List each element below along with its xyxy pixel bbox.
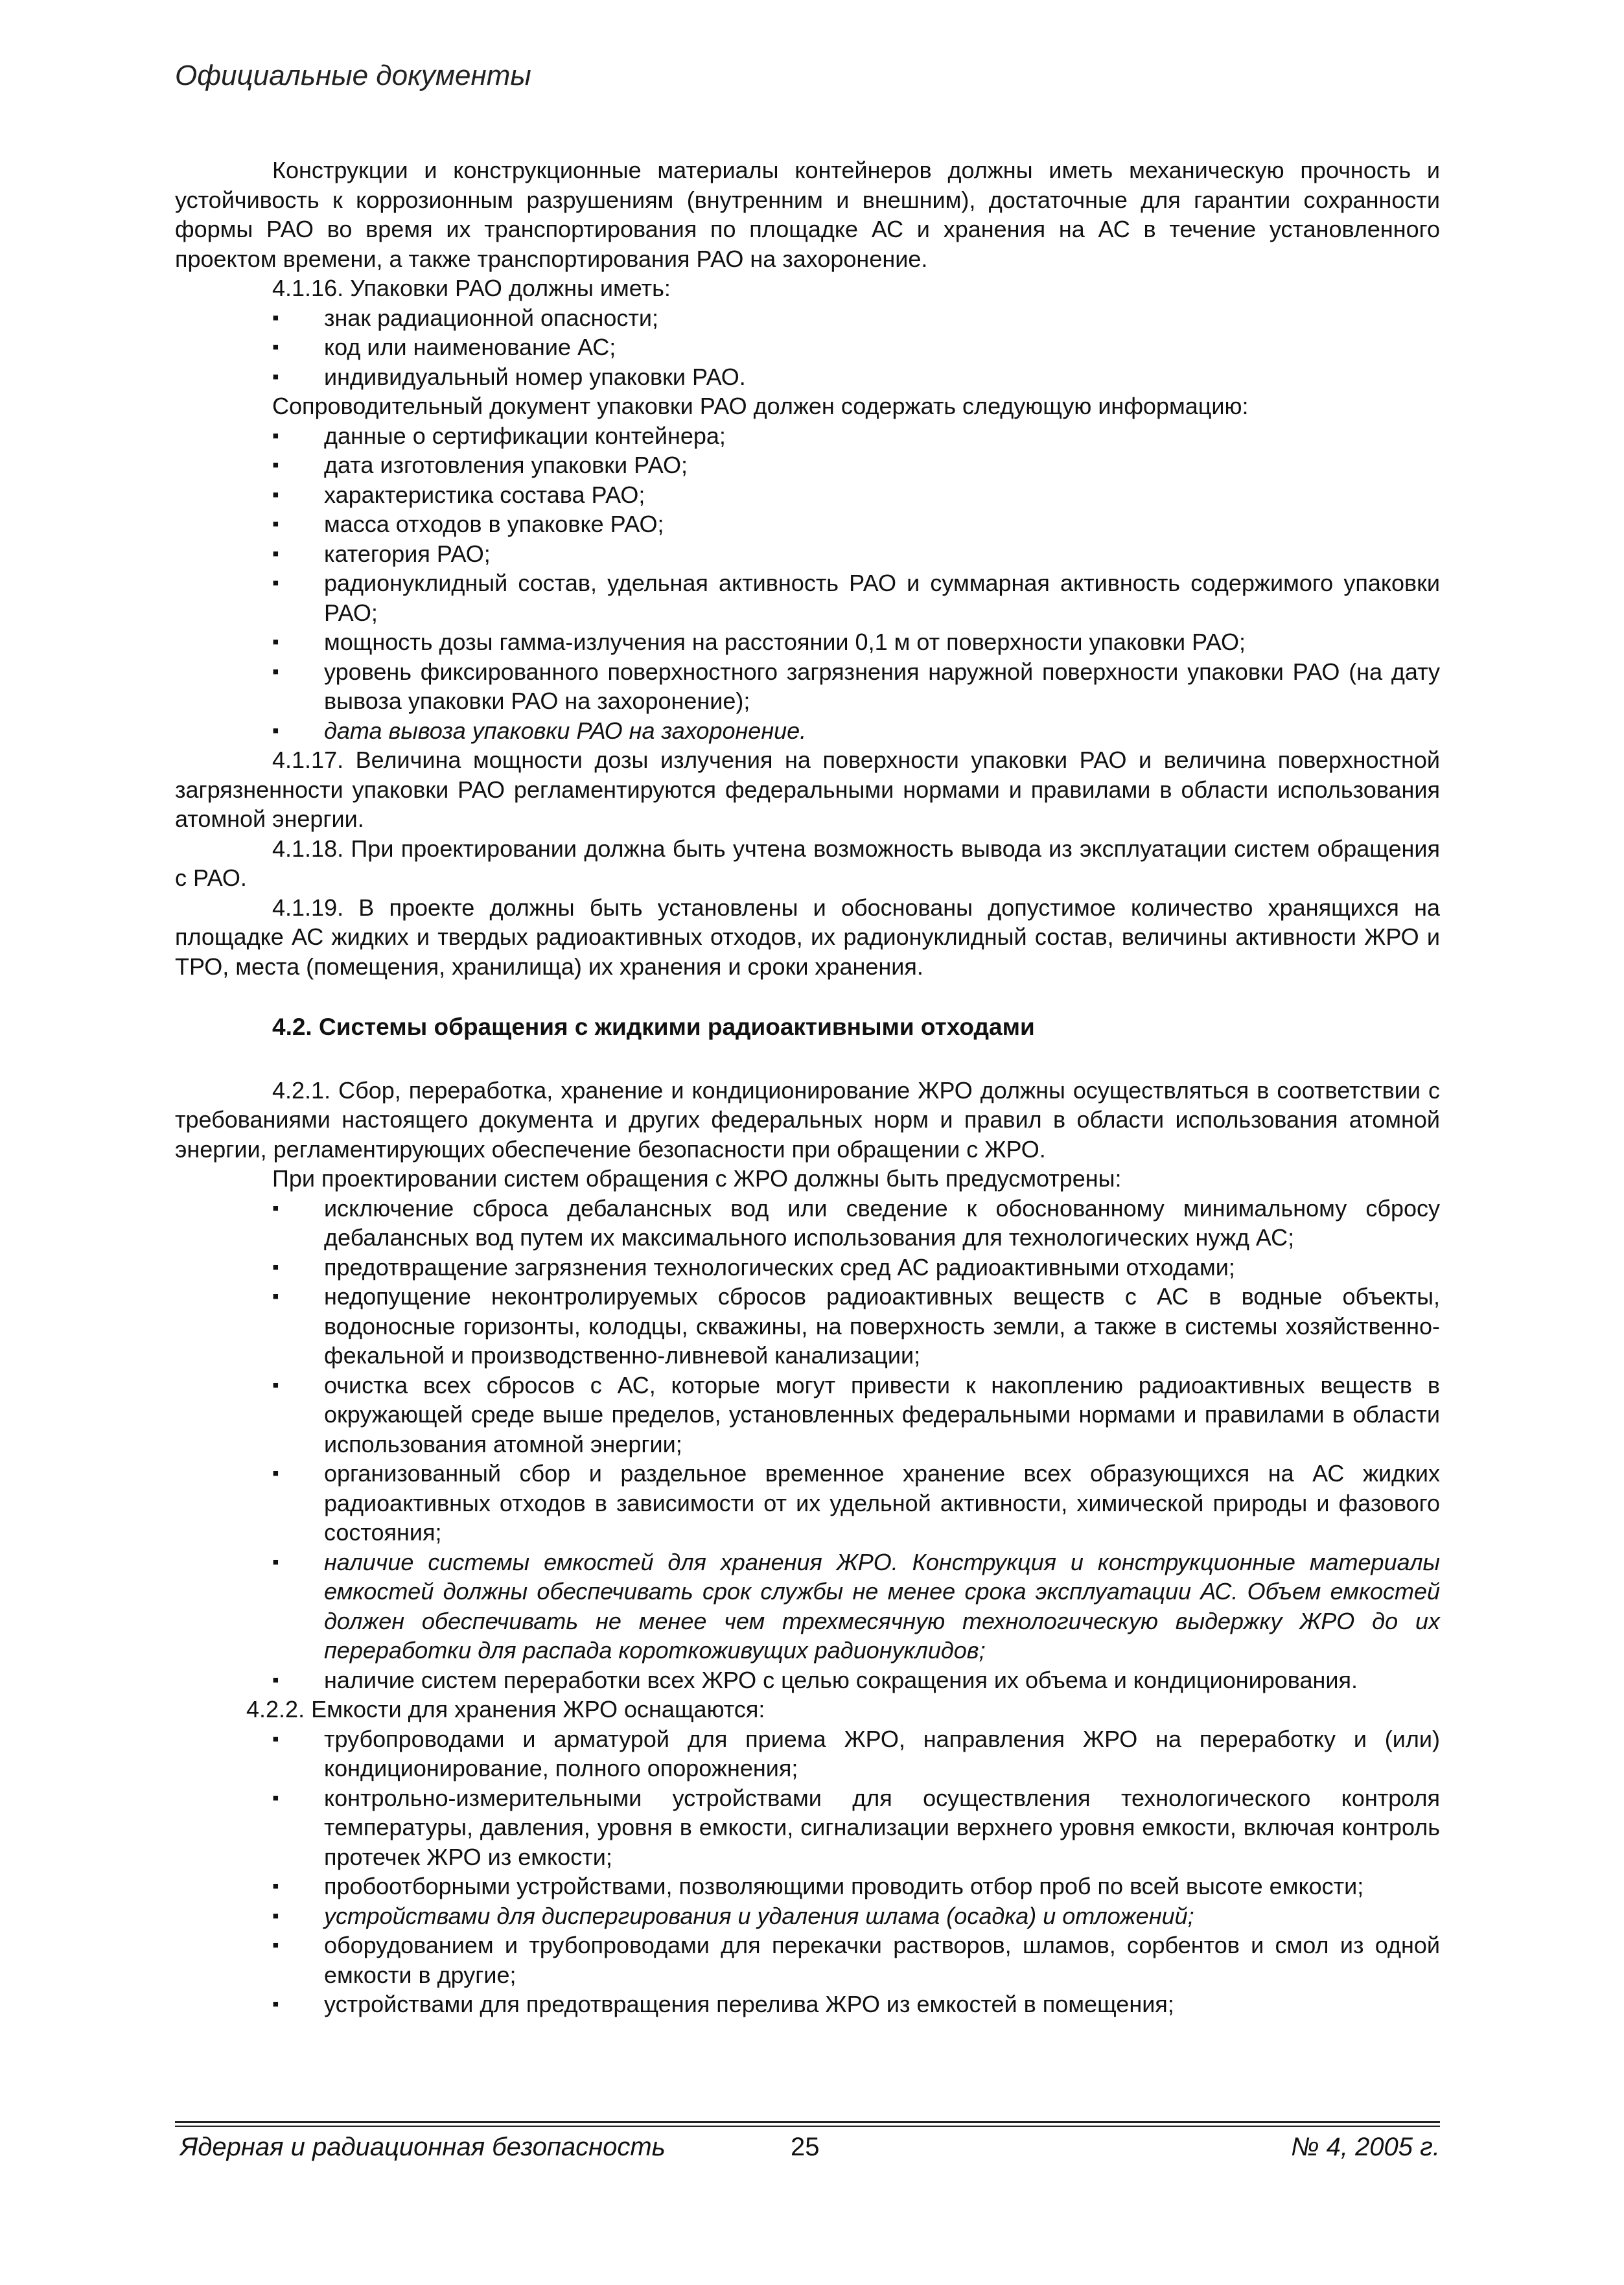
list-item: ▪ недопущение неконтролируемых сбросов радиоактивных веществ с АС в водные объекты, водоносные горизонты, колодцы, скважины, на поверхность земли, а также в системы хозяйственно-фекальной и производственно-ливневой канализации; [175,1282,1440,1371]
running-header: Официальные документы [175,60,531,91]
paragraph-4-1-18: 4.1.18. При проектировании должна быть учтена возможность вывода из эксплуатации систем обращения с РАО. [175,835,1440,891]
list-item: ▪ мощность дозы гамма-излучения на расстоянии 0,1 м от поверхности упаковки РАО; [175,627,1440,657]
design-requirements-list [175,1194,1440,1695]
issue-number: № 4, 2005 г. [1291,2133,1440,2161]
list-item: ▪ устройствами для предотвращения перелива ЖРО из емкостей в помещения; [175,1989,1440,2019]
paragraph-design-requirements: При проектировании систем обращения с ЖРО должны быть предусмотрены: [272,1165,1122,1192]
list-item: ▪ пробоотборными устройствами, позволяющими проводить отбор проб по всей высоте емкости; [175,1872,1440,1901]
list-item: ▪ дата вывоза упаковки РАО на захоронение. [175,716,1440,746]
document-body [175,156,1440,2019]
list-item: ▪ трубопроводами и арматурой для приема ЖРО, направления ЖРО на переработку и (или) кондиционирование, полного опорожнения; [175,1724,1440,1783]
package-marking-list [175,303,1440,392]
footer-rule-thin [175,2126,1440,2127]
paragraph-4-1-19: 4.1.19. В проекте должны быть установлены и обоснованы допустимое количество хранящихся на площадке АС жидких и твердых радиоактивных отходов, их радионуклидный состав, величины активности ЖРО и ТРО, места (помещения, хранилища) их хранения и сроки хранения. [175,894,1440,980]
paragraph-accompanying-document: Сопроводительный документ упаковки РАО должен содержать следующую информацию: [272,393,1249,419]
journal-title: Ядерная и радиационная безопасность [180,2133,666,2161]
list-item: ▪ наличие систем переработки всех ЖРО с целью сокращения их объема и кондиционирования. [175,1665,1440,1695]
accompanying-info-list [175,421,1440,746]
list-item: ▪ предотвращение загрязнения технологических сред АС радиоактивными отходами; [175,1253,1440,1282]
footer-rule-thick [175,2121,1440,2123]
page-number: 25 [791,2133,820,2161]
section-title-4-2: 4.2. Системы обращения с жидкими радиоактивными отходами [272,1014,1035,1040]
tank-equipment-list [175,1724,1440,2019]
list-item: ▪ категория РАО; [175,539,1440,569]
paragraph-container-materials: Конструкции и конструкционные материалы контейнеров должны иметь механическую прочность и устойчивость к коррозионным разрушениям (внутренним и внешним), достаточные для гарантии сохранности формы РАО во время их транспортирования по площадке АС и хранения на АС в течение установленного проектом времени, а также транспортирования РАО на захоронение. [175,157,1440,272]
list-item: ▪ уровень фиксированного поверхностного загрязнения наружной поверхности упаковки РАО (на дату вывоза упаковки РАО на захоронение); [175,657,1440,716]
page-footer [175,2121,1440,2160]
list-item: ▪ очистка всех сбросов с АС, которые могут привести к накоплению радиоактивных веществ в окружающей среде выше пределов, установленных федеральными нормами и правилами в области использования атомной энергии; [175,1371,1440,1459]
list-item: ▪ организованный сбор и раздельное временное хранение всех образующихся на АС жидких радиоактивных отходов в зависимости от их удельной активности, химической природы и фазового состояния; [175,1459,1440,1548]
list-item: ▪ контрольно-измерительными устройствами для осуществления технологического контроля температуры, давления, уровня в емкости, сигнализации верхнего уровня емкости, включая контроль протечек ЖРО из емкости; [175,1783,1440,1872]
paragraph-4-2-2: 4.2.2. Емкости для хранения ЖРО оснащаются: [246,1696,765,1722]
list-item: ▪ исключение сброса дебалансных вод или сведение к обоснованному минимальному сбросу дебалансных вод путем их максимального использования для технологических нужд АС; [175,1194,1440,1253]
list-item: ▪ индивидуальный номер упаковки РАО. [175,362,1440,392]
list-item: ▪ дата изготовления упаковки РАО; [175,450,1440,480]
paragraph-4-2-1: 4.2.1. Сбор, переработка, хранение и кондиционирование ЖРО должны осуществляться в соответствии с требованиями настоящего документа и других федеральных норм и правил в области использования атомной энергии, регламентирующих обеспечение безопасности при обращении с ЖРО. [175,1076,1440,1163]
list-item: ▪ наличие системы емкостей для хранения ЖРО. Конструкция и конструкционные материалы емкостей должны обеспечивать срок службы не менее срока эксплуатации АС. Объем емкостей должен обеспечивать не менее чем трехмесячную технологическую выдержку ЖРО до их переработки для распада короткоживущих радионуклидов; [175,1548,1440,1665]
list-item: ▪ знак радиационной опасности; [175,303,1440,333]
list-item: ▪ данные о сертификации контейнера; [175,421,1440,451]
paragraph-4-1-16: 4.1.16. Упаковки РАО должны иметь: [272,275,671,301]
list-item: ▪ код или наименование АС; [175,332,1440,362]
list-item: ▪ устройствами для диспергирования и удаления шлама (осадка) и отложений; [175,1901,1440,1931]
list-item: ▪ оборудованием и трубопроводами для перекачки растворов, шламов, сорбентов и смол из одной емкости в другие; [175,1931,1440,1989]
list-item: ▪ масса отходов в упаковке РАО; [175,509,1440,539]
list-item: ▪ характеристика состава РАО; [175,480,1440,510]
paragraph-4-1-17: 4.1.17. Величина мощности дозы излучения на поверхности упаковки РАО и величина поверхностной загрязненности упаковки РАО регламентируются федеральными нормами и правилами в области использования атомной энергии. [175,747,1440,832]
list-item: ▪ радионуклидный состав, удельная активность РАО и суммарная активность содержимого упаковки РАО; [175,568,1440,627]
